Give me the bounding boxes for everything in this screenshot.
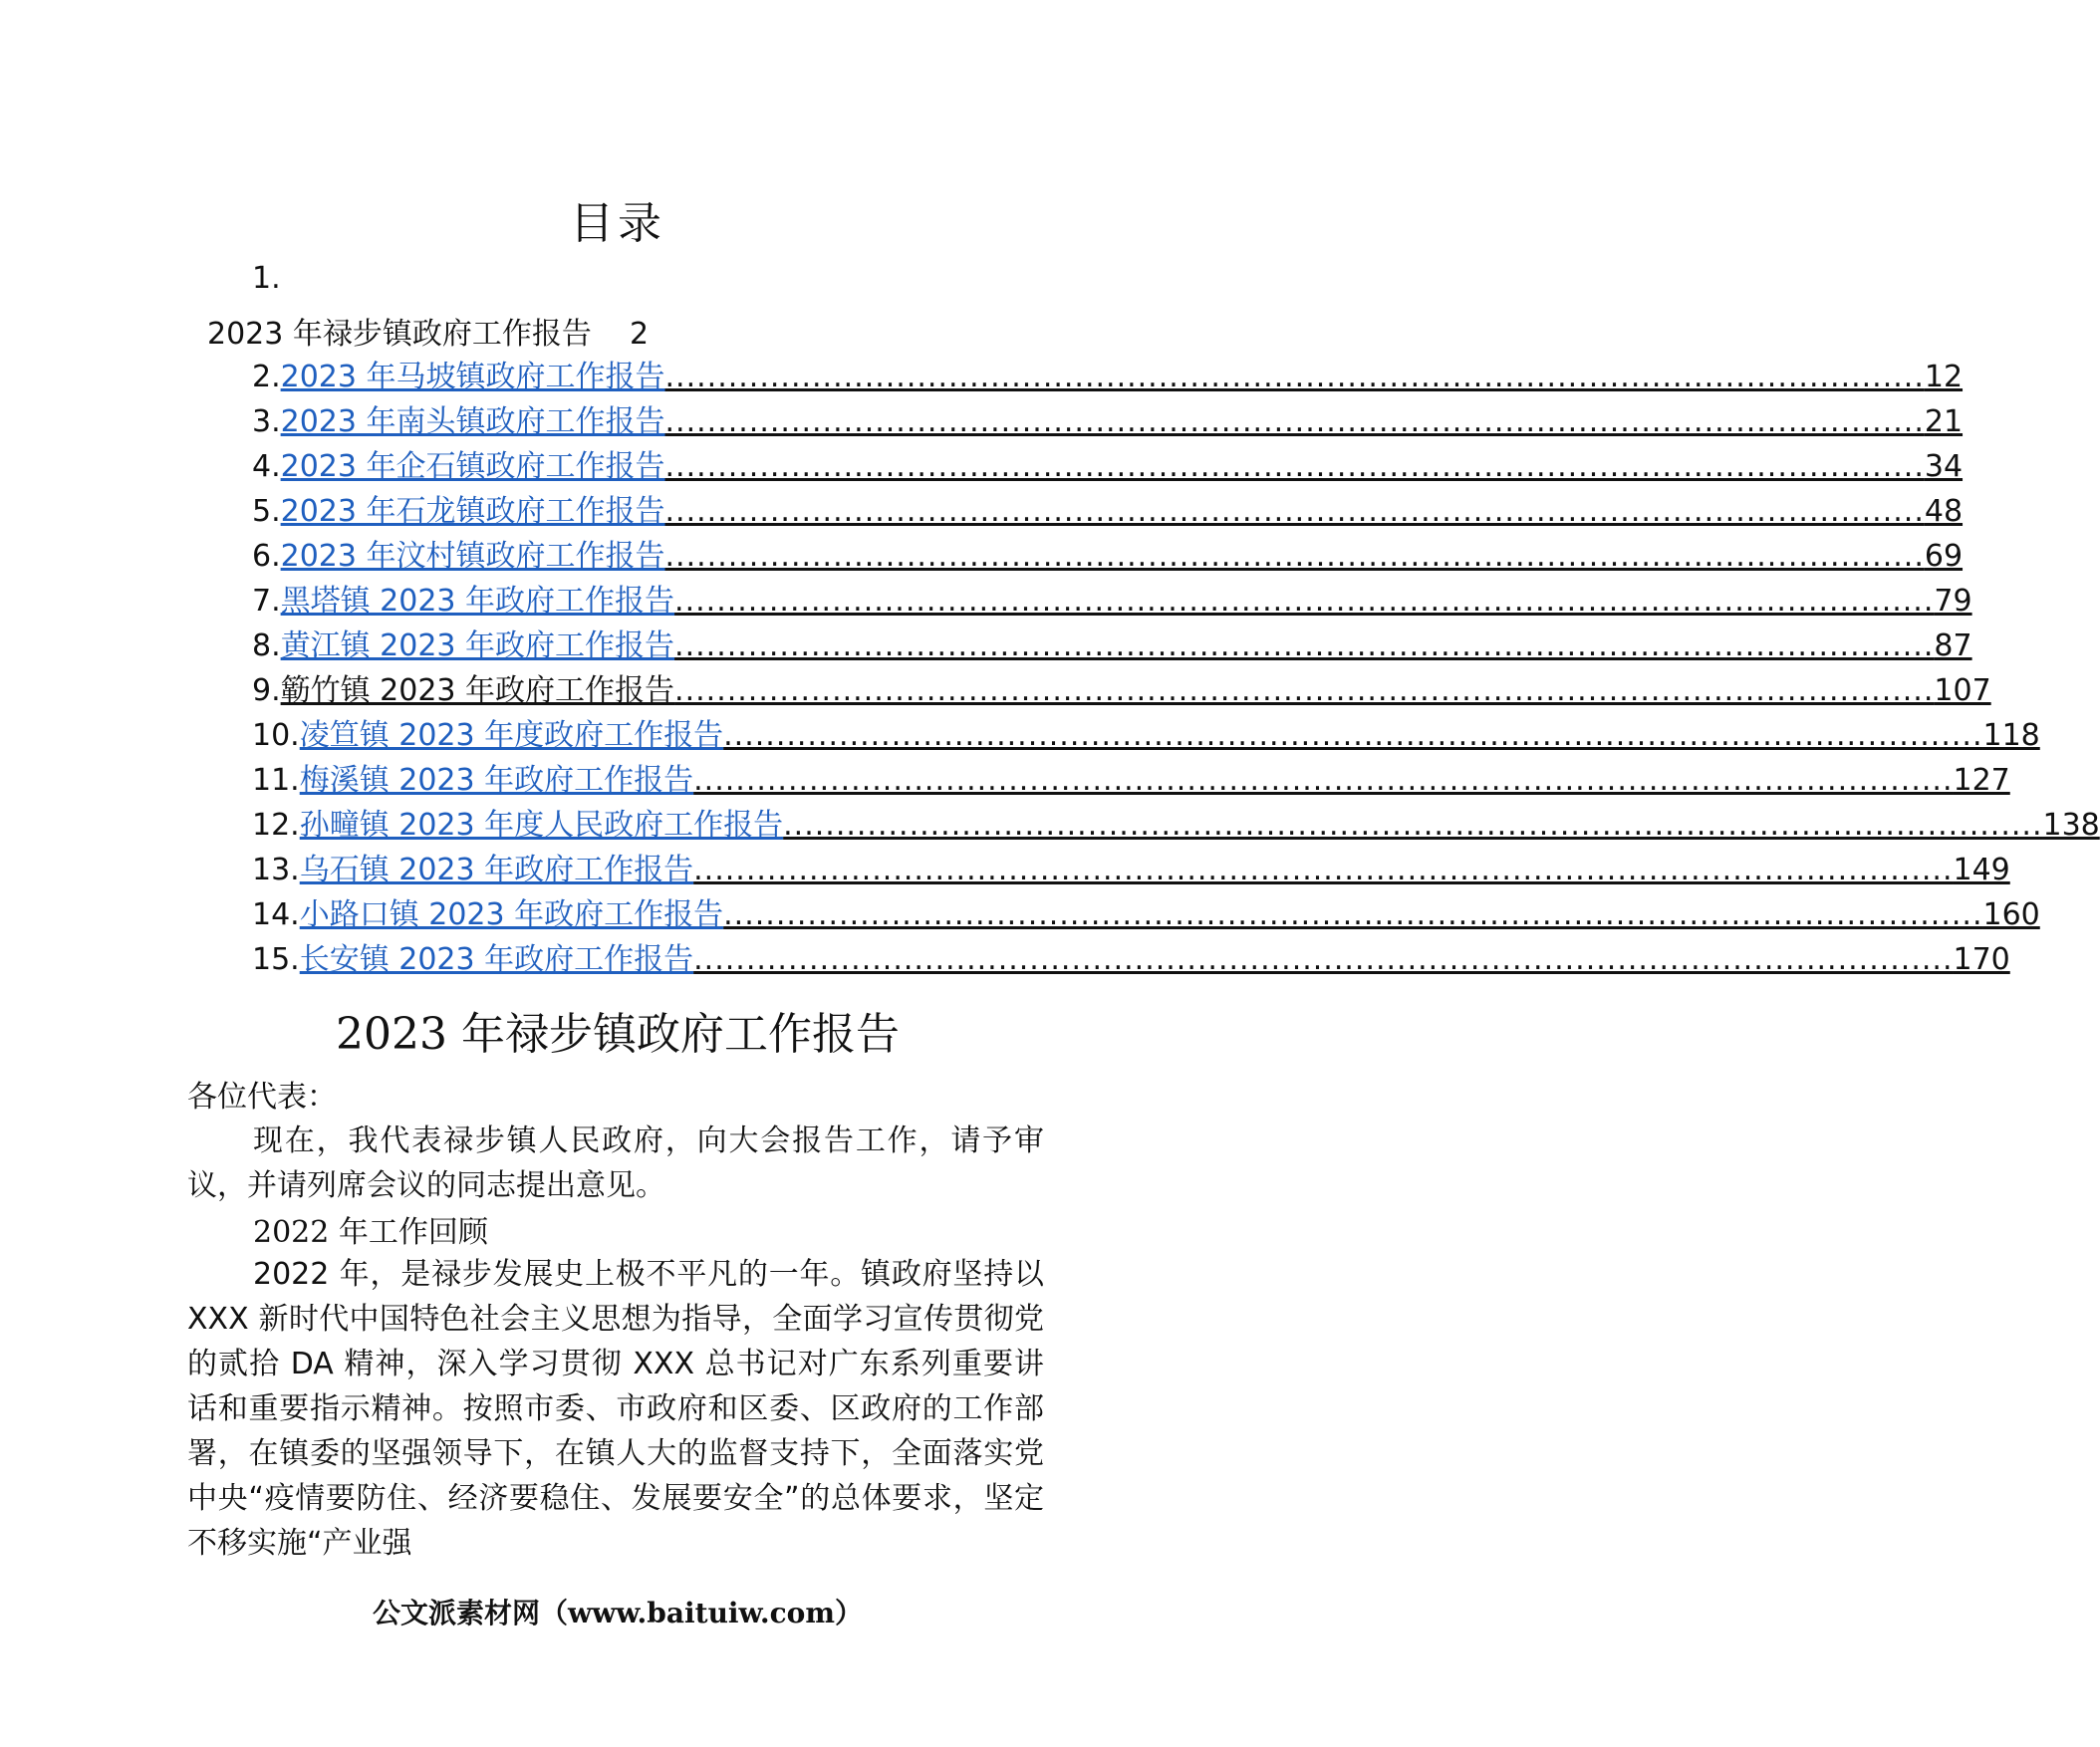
toc-item-number: 6. xyxy=(252,539,281,574)
section-heading: 2022 年工作回顾 xyxy=(253,1215,488,1250)
toc-item-page: 87 xyxy=(1934,628,1972,663)
footer-watermark: 公文派素材网（www.baituiw.com） xyxy=(373,1597,863,1629)
toc-item-number: 7. xyxy=(252,584,281,619)
toc-item[interactable] xyxy=(252,531,1964,576)
toc-item-page: 34 xyxy=(1924,449,1964,484)
toc-item[interactable] xyxy=(252,845,2010,889)
toc-item-number: 12. xyxy=(252,808,300,843)
toc-leader-dots: ........................................................................................................................ xyxy=(664,539,1925,574)
toc-leader-dots: ........................................................................................................................ xyxy=(664,360,1925,394)
toc-item[interactable] xyxy=(252,576,1972,621)
toc-item-number: 2. xyxy=(252,360,281,394)
document-title: 2023 年禄步镇政府工作报告 xyxy=(336,1009,900,1060)
toc-leader-dots: ........................................................................................................................ xyxy=(674,584,1935,619)
toc-item-link[interactable]: 长安镇 2023 年政府工作报告 xyxy=(299,942,694,977)
toc-title: 目录 xyxy=(570,198,665,249)
salutation: 各位代表： xyxy=(187,1080,337,1115)
toc-first-entry[interactable]: 2023 年禄步镇政府工作报告 2 xyxy=(207,317,650,352)
toc-item[interactable] xyxy=(252,800,2100,845)
toc-item[interactable] xyxy=(252,396,1964,441)
toc-item-page: 107 xyxy=(1934,673,1991,708)
toc-item-link[interactable]: 黑塔镇 2023 年政府工作报告 xyxy=(280,584,675,619)
toc-item-link[interactable]: 梅溪镇 2023 年政府工作报告 xyxy=(299,763,694,798)
toc-item-number: 5. xyxy=(252,494,281,529)
toc-item-page: 12 xyxy=(1924,360,1964,394)
toc-item-link[interactable]: 簕竹镇 2023 年政府工作报告 xyxy=(280,673,675,708)
toc-item-page: 118 xyxy=(1982,718,2040,753)
toc-item-page: 170 xyxy=(1953,942,2010,977)
toc-item-link[interactable]: 2023 年汶村镇政府工作报告 xyxy=(280,539,665,574)
paragraph-review: 2022 年，是禄步发展史上极不平凡的一年。镇政府坚持以 XXX 新时代中国特色社会主义思想为指导，全面学习宣传贯彻党的贰拾 DA 精神，深入学习贯彻 XXX 总书记对广东系列重要讲话和重要指示精神。按照市委、市政府和区委、区政府的工作部署，在镇委的坚强领导下，在镇人大的监督支持下，全面落实党中央“疫情要防住、经济要稳住、发展要安全”的总体要求，坚定不移实施“产业强 xyxy=(187,1257,1044,1561)
toc-item-page: 149 xyxy=(1953,853,2010,887)
toc-item-number: 8. xyxy=(252,628,281,663)
table-of-contents xyxy=(252,352,2100,979)
toc-leader-dots: ........................................................................................................................ xyxy=(693,942,1954,977)
toc-item-page: 138 xyxy=(2042,808,2100,843)
toc-item-link[interactable]: 2023 年南头镇政府工作报告 xyxy=(280,404,665,439)
toc-item-page: 127 xyxy=(1953,763,2010,798)
toc-leader-dots: ........................................................................................................................ xyxy=(674,673,1935,708)
toc-leader-dots: ........................................................................................................................ xyxy=(664,494,1925,529)
toc-item[interactable] xyxy=(252,755,2010,800)
toc-item[interactable] xyxy=(252,486,1964,531)
paragraph-intro: 现在，我代表禄步镇人民政府，向大会报告工作，请予审议，并请列席会议的同志提出意见。 xyxy=(187,1123,1044,1203)
toc-leader-dots: ........................................................................................................................ xyxy=(664,449,1925,484)
toc-item-page: 69 xyxy=(1924,539,1964,574)
toc-leader-dots: ........................................................................................................................ xyxy=(783,808,2043,843)
toc-item-number: 15. xyxy=(252,942,300,977)
toc-leader-dots: ........................................................................................................................ xyxy=(723,718,1983,753)
toc-item-number: 3. xyxy=(252,404,281,439)
toc-item-link[interactable]: 2023 年企石镇政府工作报告 xyxy=(280,449,665,484)
toc-first-number: 1. xyxy=(252,261,281,296)
toc-leader-dots: ........................................................................................................................ xyxy=(693,763,1954,798)
toc-item-link[interactable]: 黄江镇 2023 年政府工作报告 xyxy=(280,628,675,663)
toc-item-number: 9. xyxy=(252,673,281,708)
toc-item-number: 11. xyxy=(252,763,300,798)
toc-item[interactable] xyxy=(252,621,1972,665)
toc-item[interactable] xyxy=(252,352,1964,396)
toc-leader-dots: ........................................................................................................................ xyxy=(664,404,1925,439)
toc-item-link[interactable]: 小路口镇 2023 年政府工作报告 xyxy=(299,897,724,932)
toc-item[interactable] xyxy=(252,889,2040,934)
toc-item-link[interactable]: 孙疃镇 2023 年度人民政府工作报告 xyxy=(299,808,784,843)
toc-item-number: 10. xyxy=(252,718,300,753)
toc-item-page: 48 xyxy=(1924,494,1964,529)
toc-leader-dots: ........................................................................................................................ xyxy=(723,897,1983,932)
toc-item-page: 79 xyxy=(1934,584,1972,619)
toc-item-link[interactable]: 2023 年石龙镇政府工作报告 xyxy=(280,494,665,529)
toc-item-page: 21 xyxy=(1924,404,1964,439)
toc-item-link[interactable]: 2023 年马坡镇政府工作报告 xyxy=(280,360,665,394)
toc-item-link[interactable]: 乌石镇 2023 年政府工作报告 xyxy=(299,853,694,887)
toc-item[interactable] xyxy=(252,934,2010,979)
toc-item[interactable] xyxy=(252,665,1991,710)
toc-item-page: 160 xyxy=(1982,897,2040,932)
toc-item-number: 4. xyxy=(252,449,281,484)
toc-item[interactable] xyxy=(252,441,1964,486)
toc-item[interactable] xyxy=(252,710,2040,755)
toc-leader-dots: ........................................................................................................................ xyxy=(674,628,1935,663)
toc-leader-dots: ........................................................................................................................ xyxy=(693,853,1954,887)
toc-item-link[interactable]: 凌笪镇 2023 年度政府工作报告 xyxy=(299,718,724,753)
toc-item-number: 13. xyxy=(252,853,300,887)
toc-item-number: 14. xyxy=(252,897,300,932)
